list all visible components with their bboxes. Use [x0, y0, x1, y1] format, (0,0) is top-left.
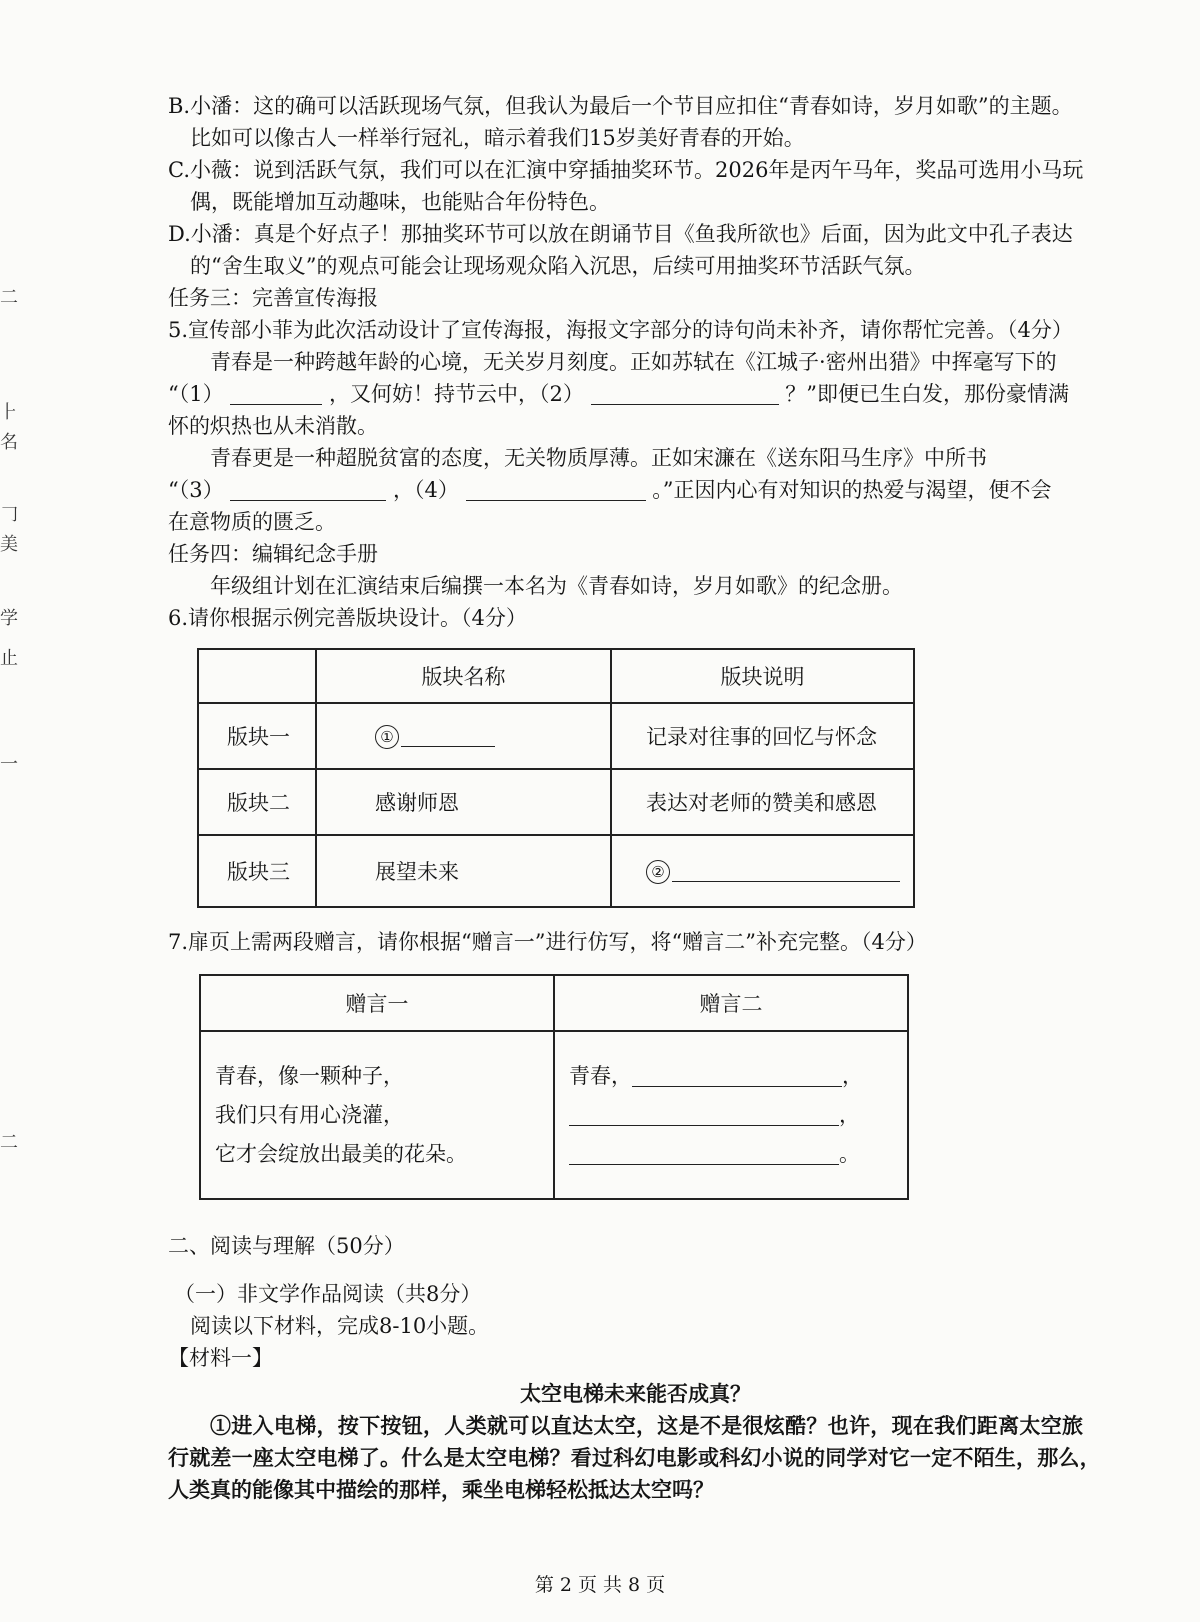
option-d-line1: D.小潘：真是个好点子！那抽奖环节可以放在朗诵节目《鱼我所欲也》后面，因为此文中孔子表达 [168, 222, 1073, 246]
question-6: 6.请你根据示例完善版块设计。（4分） [168, 606, 527, 630]
option-b-line2: 比如可以像古人一样举行冠礼，暗示着我们15岁美好青春的开始。 [190, 126, 805, 150]
page-content [168, 90, 1103, 1506]
task3-heading: 任务三：完善宣传海报 [168, 286, 378, 310]
margin-mark: 止 [0, 648, 18, 669]
inscription-line [569, 1096, 893, 1135]
reading-instruction: 阅读以下材料，完成8-10小题。 [190, 1314, 490, 1338]
inscription-two [554, 1031, 908, 1199]
option-c-line1: C.小薇：说到活跃气氛，我们可以在汇演中穿插抽奖环节。2026年是丙午马年，奖品可选用小马玩 [168, 158, 1084, 182]
fill-blank-inscription-1[interactable] [632, 1064, 842, 1087]
inscription-one [200, 1031, 554, 1199]
option-b-line1: B.小潘：这的确可以活跃现场气氛，但我认为最后一个节目应扣住“青春如诗，岁月如歌”的主题。 [168, 94, 1073, 118]
poster-para1-line2 [168, 378, 1103, 410]
inscription-punct: ， [839, 1102, 860, 1127]
poster-para2-line1: 青春更是一种超脱贫富的态度，无关物质厚薄。正如宋濂在《送东阳马生序》中所书 [210, 446, 987, 470]
row-desc: 表达对老师的赞美和感恩 [611, 769, 914, 835]
inscription-line [569, 1135, 893, 1174]
poster-para1-line3: 怀的炽热也从未消散。 [168, 414, 378, 438]
article-para-line: 人类真的能像其中描绘的那样，乘坐电梯轻松抵达太空吗？ [168, 1477, 714, 1502]
fill-blank-2[interactable] [591, 382, 779, 405]
row-name: 感谢师恩 [316, 769, 611, 835]
material-label: 【材料一】 [168, 1346, 273, 1370]
inscription-line: 我们只有用心浇灌， [215, 1102, 404, 1127]
answer-cell-2 [611, 835, 914, 907]
task4-intro: 年级组计划在汇演结束后编撰一本名为《青春如诗，岁月如歌》的纪念册。 [210, 574, 903, 598]
margin-mark: 二 [0, 1132, 18, 1153]
margin-mark: 𠃌 [0, 504, 18, 525]
inscription-line: 青春，像一颗种子， [215, 1063, 404, 1088]
table-header-cell [198, 649, 316, 703]
fill-blank-3[interactable] [230, 478, 386, 501]
table-row [200, 1031, 908, 1199]
fill-blank-inscription-3[interactable] [569, 1142, 839, 1165]
article-para-line: ①进入电梯，按下按钮，人类就可以直达太空，这是不是很炫酷？也许，现在我们距离太空旅 [210, 1413, 1084, 1438]
blank-label-2: ，又何妨！持节云中，（2） [328, 382, 584, 406]
article-title: 太空电梯未来能否成真？ [520, 1381, 751, 1406]
fill-blank-section-name[interactable] [401, 724, 495, 747]
fill-blank-inscription-2[interactable] [569, 1103, 839, 1126]
fill-blank-1[interactable] [230, 382, 322, 405]
fill-blank-4[interactable] [466, 478, 646, 501]
poster-para1-tail: ？”即便已生白发，那份豪情满 [785, 382, 1069, 406]
table-header-cell: 赠言一 [200, 975, 554, 1031]
margin-mark: 学 [0, 608, 18, 629]
poster-para2-line3: 在意物质的匮乏。 [168, 510, 336, 534]
question-7: 7.扉页上需两段赠言，请你根据“赠言一”进行仿写，将“赠言二”补充完整。（4分） [168, 930, 927, 954]
margin-mark: 名 [0, 432, 18, 453]
option-d-line2: 的“舍生取义”的观点可能会让现场观众陷入沉思，后续可用抽奖环节活跃气氛。 [190, 254, 926, 278]
inscription-punct: ， [842, 1063, 863, 1088]
margin-mark: 美 [0, 534, 18, 555]
circled-number: ① [375, 725, 399, 749]
question-5: 5.宣传部小菲为此次活动设计了宣传海报，海报文字部分的诗句尚未补齐，请你帮忙完善。（4分） [168, 318, 1073, 342]
fill-blank-section-desc[interactable] [672, 859, 900, 882]
inscription-table [199, 974, 909, 1200]
table-row [198, 769, 914, 835]
poster-para2-line2 [168, 474, 1103, 506]
subsection-heading: （一）非文学作品阅读（共8分） [174, 1282, 482, 1306]
margin-mark: 二 [0, 287, 18, 308]
margin-mark: 一 [0, 754, 18, 775]
table-header-row [198, 649, 914, 703]
circled-number: ② [646, 860, 670, 884]
section-2-heading: 二、阅读与理解（50分） [168, 1234, 405, 1258]
inscription-line: 它才会绽放出最美的花朵。 [215, 1141, 467, 1166]
inscription-line [569, 1057, 893, 1096]
table-row [198, 835, 914, 907]
blank-label-1: “（1） [168, 382, 224, 406]
table-header-cell: 版块说明 [611, 649, 914, 703]
answer-cell-1 [316, 703, 611, 769]
article-para-line: 行就差一座太空电梯了。什么是太空电梯？看过科幻电影或科幻小说的同学对它一定不陌生，那么， [168, 1445, 1101, 1470]
page-footer: 第 2 页 共 8 页 [534, 1574, 666, 1596]
row-label: 版块三 [198, 835, 316, 907]
option-c-line2: 偶，既能增加互动趣味，也能贴合年份特色。 [190, 190, 610, 214]
section-design-table [197, 648, 915, 908]
table-header-cell: 赠言二 [554, 975, 908, 1031]
inscription-start: 青春， [569, 1063, 632, 1088]
blank-label-3: “（3） [168, 478, 224, 502]
table-header-row [200, 975, 908, 1031]
table-header-cell: 版块名称 [316, 649, 611, 703]
inscription-punct: 。 [839, 1141, 860, 1166]
row-label: 版块二 [198, 769, 316, 835]
task4-heading: 任务四：编辑纪念手册 [168, 542, 378, 566]
blank-label-4: ，（4） [392, 478, 459, 502]
row-name: 展望未来 [316, 835, 611, 907]
margin-mark: ⺊ [0, 402, 18, 423]
table-row [198, 703, 914, 769]
row-label: 版块一 [198, 703, 316, 769]
poster-para1-line1: 青春是一种跨越年龄的心境，无关岁月刻度。正如苏轼在《江城子·密州出猎》中挥毫写下的 [210, 350, 1057, 374]
row-desc: 记录对往事的回忆与怀念 [611, 703, 914, 769]
poster-para2-tail: 。”正因内心有对知识的热爱与渴望，便不会 [652, 478, 1052, 502]
